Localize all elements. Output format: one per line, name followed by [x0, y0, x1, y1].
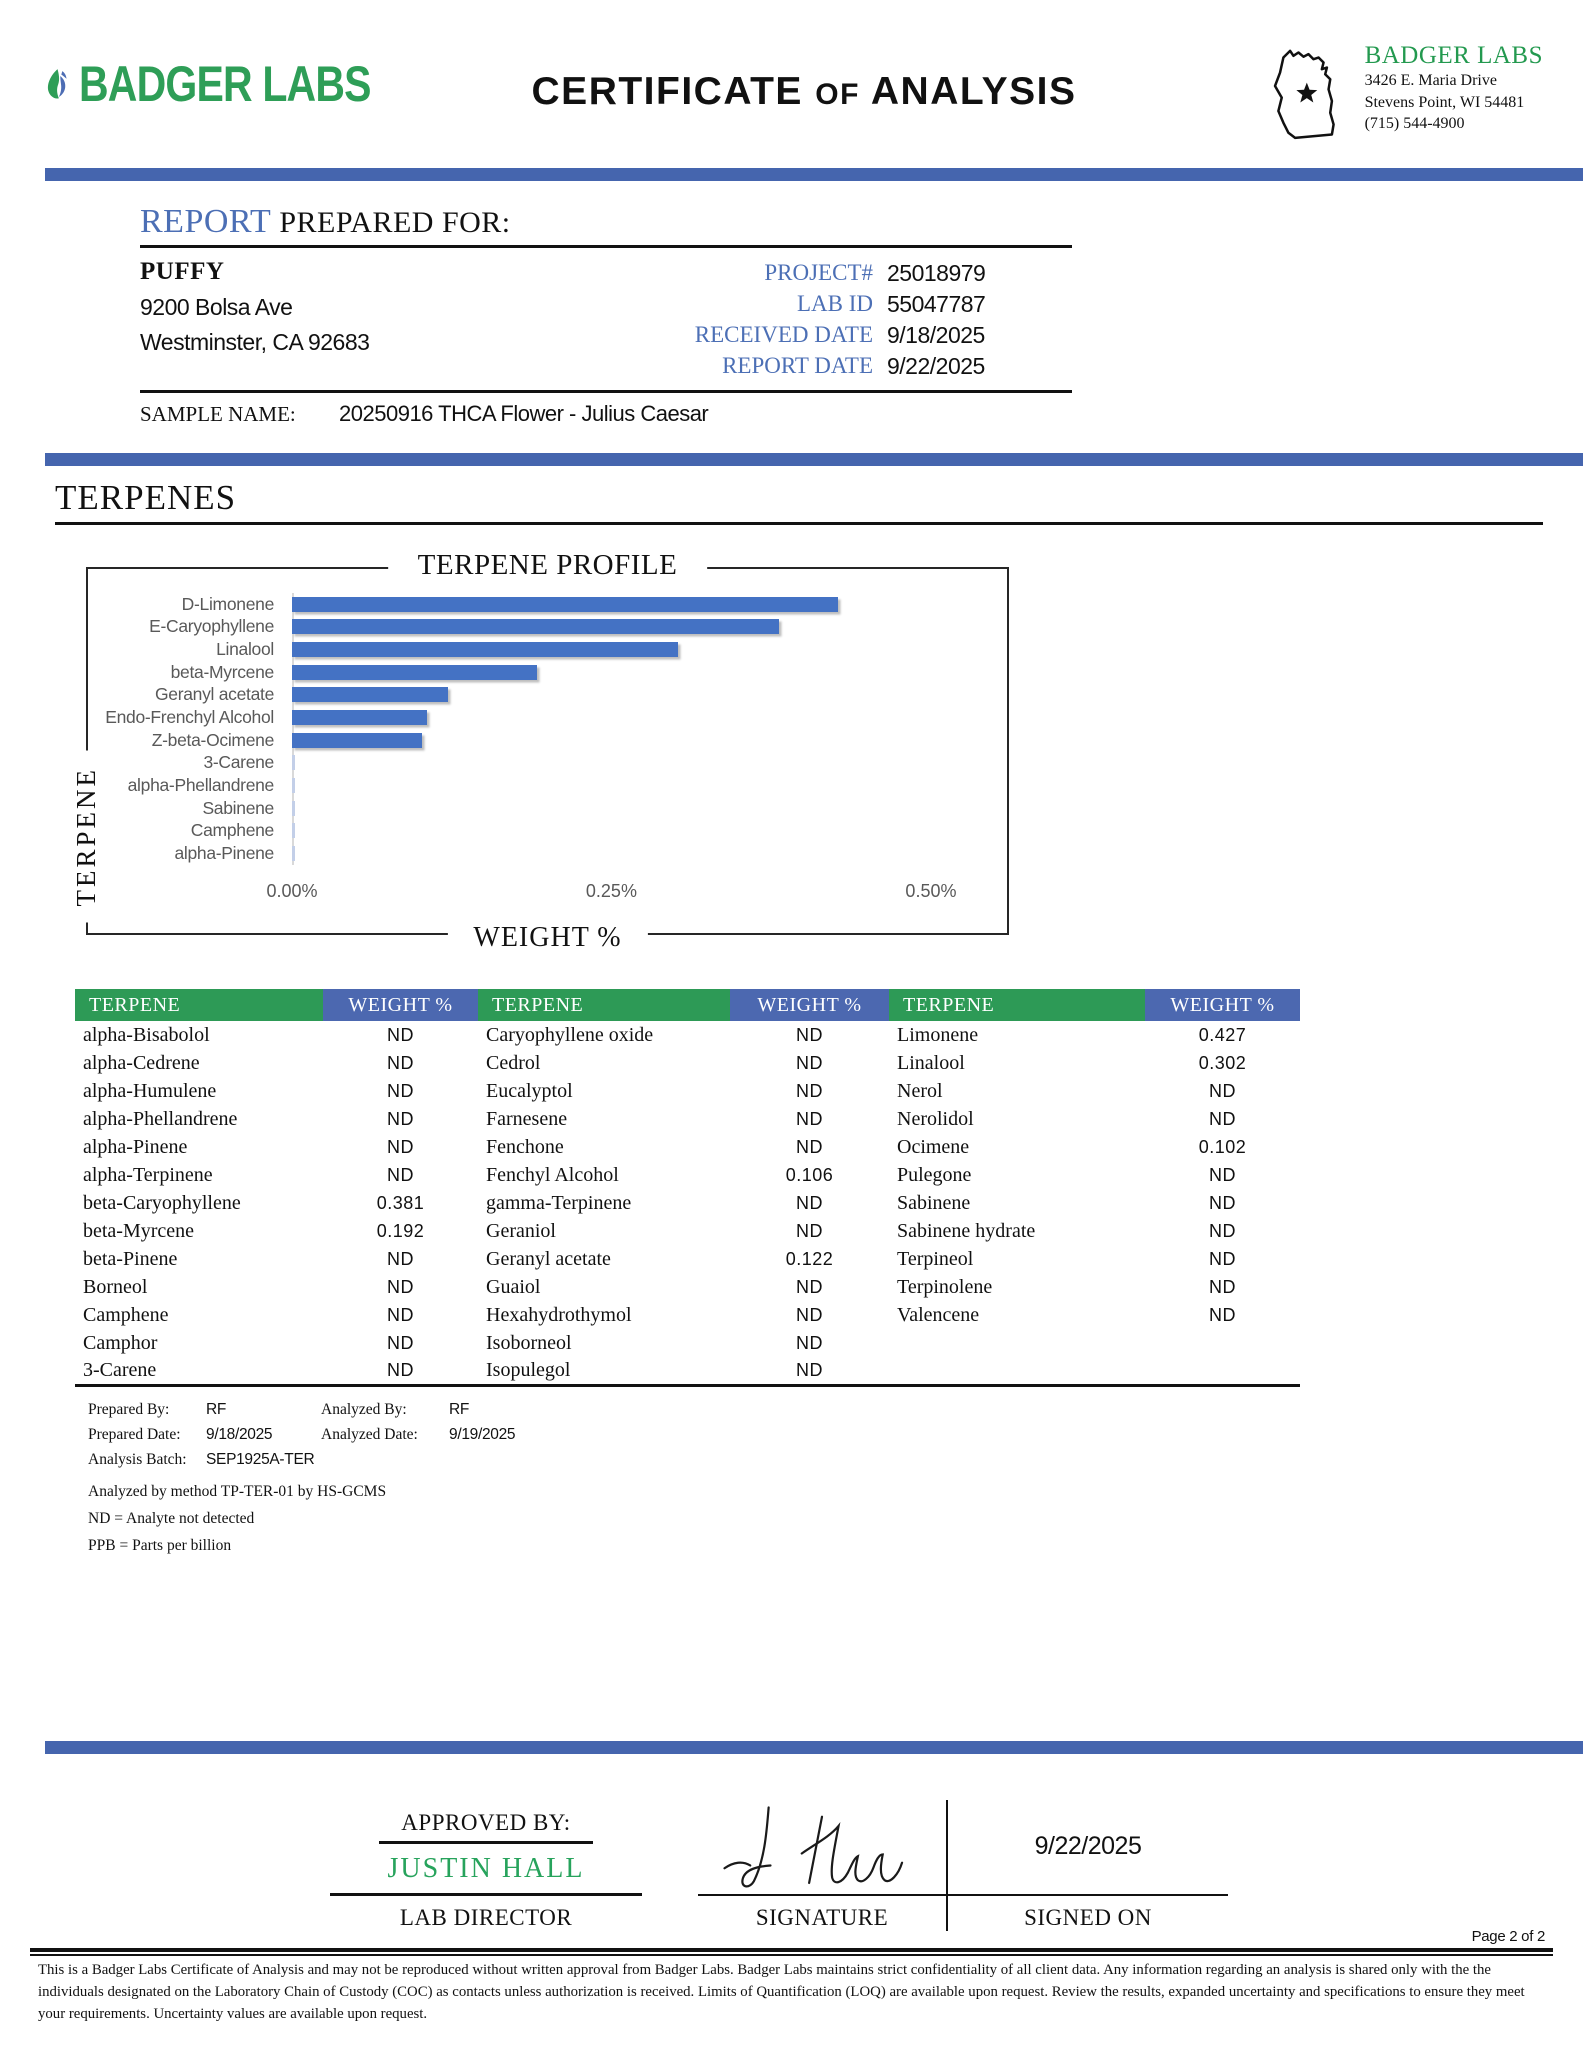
approver-title: LAB DIRECTOR: [399, 1904, 573, 1930]
terpene-name-cell: Geranyl acetate: [486, 1247, 611, 1270]
terpene-weight-cell: 0.106: [785, 1164, 834, 1185]
chart-bar-row: [102, 684, 991, 706]
prepared-date-value: 9/18/2025: [206, 1425, 273, 1443]
chart-bar-row: [102, 593, 991, 615]
lab-address-line1: 3426 E. Maria Drive: [1364, 72, 1497, 89]
signed-on-date: 9/22/2025: [1034, 1832, 1142, 1860]
table-row: [75, 1189, 1300, 1217]
terpene-name-cell: Sabinene: [897, 1191, 971, 1214]
terpene-name-cell: [889, 1357, 1145, 1385]
table-row: [75, 1077, 1300, 1105]
terpene-profile-chart: [71, 549, 1009, 953]
chart-bar: [292, 619, 779, 634]
chart-category-label: 3-Carene: [203, 752, 274, 773]
chart-bar: [292, 733, 422, 748]
chart-category-label: alpha-Phellandrene: [127, 775, 274, 796]
chart-bar-row: [102, 616, 991, 638]
approval-section: [330, 1800, 1583, 1931]
title-part3: ANALYSIS: [870, 70, 1077, 113]
chart-category-label: Z-beta-Ocimene: [151, 729, 274, 750]
terpene-name-cell: Nerol: [897, 1079, 943, 1102]
chart-x-tick-label: 0.50%: [905, 881, 957, 901]
terpene-name-cell: Camphor: [83, 1331, 158, 1354]
analysis-batch-label: Analysis Batch:: [88, 1450, 187, 1468]
lab-address-block: [1173, 42, 1543, 150]
col-header-weight: WEIGHT %: [323, 989, 478, 1021]
chart-bar-track: [292, 801, 991, 816]
chart-bar: [292, 687, 448, 702]
chart-category-label: Camphene: [190, 820, 274, 841]
chart-bar-track: [292, 823, 991, 838]
chart-category-label: E-Caryophyllene: [149, 616, 274, 637]
client-info: [140, 258, 369, 380]
table-row: [75, 1105, 1300, 1133]
terpene-weight-cell: ND: [1209, 1192, 1236, 1213]
col-header-weight: WEIGHT %: [1145, 989, 1300, 1021]
terpene-weight-cell: ND: [387, 1332, 414, 1353]
chart-bar-track: [292, 642, 991, 657]
lab-id-label: LAB ID: [796, 291, 873, 316]
ppb-note: PPB = Parts per billion: [88, 1536, 232, 1554]
report-heading-blue: REPORT: [140, 203, 272, 240]
report-heading: [140, 203, 1072, 248]
chart-category-label: beta-Myrcene: [170, 661, 274, 682]
terpene-weight-cell: 0.192: [376, 1220, 425, 1241]
report-meta: [638, 258, 1072, 380]
chart-bar: [292, 642, 678, 657]
terpene-weight-cell: 0.381: [376, 1192, 425, 1213]
terpene-name-cell: Valencene: [897, 1303, 980, 1326]
terpene-weight-cell: ND: [387, 1276, 414, 1297]
received-date-label: RECEIVED DATE: [694, 322, 873, 347]
terpene-name-cell: gamma-Terpinene: [486, 1191, 632, 1214]
terpene-name-cell: Isoborneol: [486, 1331, 572, 1354]
sample-name-row: [140, 390, 1072, 427]
table-row: [75, 1161, 1300, 1189]
terpene-name-cell: Guaiol: [486, 1275, 541, 1298]
table-row: [75, 1049, 1300, 1077]
table-row: [75, 1357, 1300, 1385]
terpene-name-cell: Linalool: [897, 1051, 965, 1074]
nd-note: ND = Analyte not detected: [88, 1509, 255, 1527]
table-header-row: [75, 989, 1300, 1021]
analyzed-date-value: 9/19/2025: [449, 1425, 516, 1443]
terpene-weight-cell: ND: [1209, 1248, 1236, 1269]
chart-x-tick-label: 0.00%: [266, 881, 318, 901]
terpene-name-cell: Pulegone: [897, 1163, 972, 1186]
terpene-weight-cell: ND: [796, 1080, 823, 1101]
terpene-weight-cell: ND: [796, 1052, 823, 1073]
chart-bar-track: [292, 687, 991, 702]
chart-bar: [292, 755, 295, 770]
terpene-name-cell: Geraniol: [486, 1219, 556, 1242]
terpene-name-cell: Isopulegol: [486, 1358, 571, 1381]
col-header-terpene: TERPENE: [889, 989, 1145, 1021]
terpene-name-cell: alpha-Bisabolol: [83, 1023, 210, 1046]
prepared-by-value: RF: [206, 1400, 227, 1418]
analyzed-by-label: Analyzed By:: [321, 1400, 407, 1418]
chart-bar-row: [102, 797, 991, 819]
lab-phone: (715) 544-4900: [1364, 115, 1465, 133]
chart-bar-row: [102, 843, 991, 865]
chart-category-label: Linalool: [216, 639, 274, 660]
terpene-weight-cell: ND: [387, 1052, 414, 1073]
terpene-name-cell: 3-Carene: [83, 1358, 157, 1381]
chart-category-label: Sabinene: [202, 797, 274, 818]
header: [0, 0, 1583, 150]
terpene-weight-cell: ND: [1209, 1108, 1236, 1129]
table-row: [75, 1217, 1300, 1245]
terpene-name-cell: beta-Pinene: [83, 1247, 178, 1270]
chart-bar-row: [102, 639, 991, 661]
terpene-weight-cell: ND: [387, 1304, 414, 1325]
chart-bar-track: [292, 755, 991, 770]
chart-bar-track: [292, 597, 991, 612]
project-label: PROJECT#: [764, 260, 873, 285]
terpene-name-cell: alpha-Humulene: [83, 1079, 217, 1102]
signature-icon: [707, 1802, 937, 1894]
badger-labs-logo: [45, 42, 435, 126]
chart-bar: [292, 801, 295, 816]
table-row: [75, 1329, 1300, 1357]
terpene-weight-cell: ND: [387, 1164, 414, 1185]
approved-by-label: APPROVED BY:: [379, 1810, 592, 1844]
chart-category-label: D-Limonene: [181, 593, 274, 614]
terpene-weight-cell: ND: [387, 1024, 414, 1045]
received-date-value: 9/18/2025: [887, 322, 985, 348]
sample-name-value: 20250916 THCA Flower - Julius Caesar: [339, 401, 709, 426]
terpene-weight-cell: ND: [1209, 1080, 1236, 1101]
chart-bar: [292, 665, 537, 680]
leaf-logo-icon: [45, 42, 69, 126]
terpene-weight-cell: ND: [387, 1080, 414, 1101]
chart-title: TERPENE PROFILE: [388, 549, 708, 582]
terpene-weight-cell: 0.427: [1198, 1024, 1247, 1045]
report-section: [140, 203, 1072, 427]
analyzed-date-label: Analyzed Date:: [321, 1425, 418, 1443]
terpene-weight-cell: 0.122: [785, 1248, 834, 1269]
terpene-weight-cell: ND: [796, 1220, 823, 1241]
terpene-name-cell: Cedrol: [486, 1051, 541, 1074]
terpene-weight-cell: ND: [796, 1108, 823, 1129]
chart-x-tick-label: 0.25%: [585, 881, 637, 901]
chart-bar-row: [102, 775, 991, 797]
terpene-name-cell: alpha-Terpinene: [83, 1163, 213, 1186]
prepared-date-label: Prepared Date:: [88, 1425, 181, 1443]
chart-x-axis-label: WEIGHT %: [447, 922, 647, 954]
signature-label: SIGNATURE: [755, 1904, 889, 1930]
report-heading-rest: PREPARED FOR:: [279, 206, 511, 239]
chart-bar-track: [292, 619, 991, 634]
terpene-weight-cell: ND: [796, 1276, 823, 1297]
analyzed-by-value: RF: [449, 1400, 470, 1418]
title-part2: OF: [815, 78, 860, 111]
report-date-label: REPORT DATE: [722, 353, 873, 378]
disclaimer-text: This is a Badger Labs Certificate of Analysis and may not be reproduced without written approval from Badger Labs. Badger Labs maintains strict confidentiality of all client data. Any information regarding an analysis is shared only with the the individuals designated on the Laboratory Chain of Custody (COC) as contacts unless authorization is received. Limits of Quantification (LOQ) are available upon request. Review the results, expanded uncertainty and specifications to ensure they meet your requirements. Uncertainty values are available upon request.: [38, 1962, 1525, 2022]
terpene-weight-cell: ND: [387, 1108, 414, 1129]
signed-on-block: [946, 1800, 1228, 1931]
chart-plot-area: [102, 593, 991, 865]
terpene-weight-cell: ND: [796, 1192, 823, 1213]
terpene-name-cell: Camphene: [83, 1303, 169, 1326]
section-title-terpenes: TERPENES: [55, 478, 1543, 525]
lab-address-line2: Stevens Point, WI 54481: [1364, 93, 1525, 111]
client-address-line1: 9200 Bolsa Ave: [140, 294, 293, 320]
signature-block: [698, 1800, 946, 1931]
terpene-weight-cell: ND: [796, 1024, 823, 1045]
chart-bar-row: [102, 752, 991, 774]
chart-bar-track: [292, 778, 991, 793]
terpene-weight-cell: ND: [1209, 1220, 1236, 1241]
chart-bar-row: [102, 820, 991, 842]
chart-bar-track: [292, 665, 991, 680]
chart-y-axis-label: TERPENE: [71, 751, 102, 923]
terpene-weight-cell: [1145, 1357, 1300, 1385]
lab-id-value: 55047787: [887, 291, 986, 317]
terpene-name-cell: Terpineol: [897, 1247, 974, 1270]
chart-bar-track: [292, 710, 991, 725]
terpene-name-cell: Limonene: [897, 1023, 979, 1046]
analysis-batch-value: SEP1925A-TER: [206, 1450, 315, 1468]
table-row: [75, 1021, 1300, 1049]
terpene-name-cell: Ocimene: [897, 1135, 970, 1158]
terpene-weight-cell: ND: [1209, 1304, 1236, 1325]
chart-category-label: Geranyl acetate: [154, 684, 274, 705]
terpene-weight-cell: ND: [387, 1136, 414, 1157]
col-header-terpene: TERPENE: [478, 989, 730, 1021]
terpene-name-cell: beta-Caryophyllene: [83, 1191, 241, 1214]
terpene-weight-cell: 0.302: [1198, 1052, 1247, 1073]
terpene-name-cell: Hexahydrothymol: [486, 1303, 632, 1326]
chart-bar-row: [102, 661, 991, 683]
logo-wordmark: BADGER LABS: [79, 56, 371, 112]
page-footer: [0, 1928, 1583, 2026]
terpene-weight-cell: 0.102: [1198, 1136, 1247, 1157]
client-name: PUFFY: [140, 258, 225, 285]
chart-bar: [292, 778, 295, 793]
terpene-name-cell: Fenchyl Alcohol: [486, 1163, 619, 1186]
terpene-results-table: [75, 989, 1300, 1387]
terpene-name-cell: Nerolidol: [897, 1107, 974, 1130]
signature-area: [698, 1800, 946, 1896]
table-row: [75, 1301, 1300, 1329]
terpene-name-cell: Borneol: [83, 1275, 148, 1298]
approver-name: JUSTIN HALL: [330, 1844, 642, 1896]
chart-bar: [292, 823, 295, 838]
table-row: [75, 1133, 1300, 1161]
title-part1: CERTIFICATE: [531, 70, 803, 113]
terpene-name-cell: Eucalyptol: [486, 1079, 573, 1102]
terpene-weight-cell: ND: [387, 1248, 414, 1269]
project-value: 25018979: [887, 260, 986, 286]
divider-bar: [45, 453, 1583, 466]
terpene-name-cell: Caryophyllene oxide: [486, 1023, 654, 1046]
terpene-weight-cell: ND: [796, 1332, 823, 1353]
chart-bar: [292, 710, 427, 725]
table-row: [75, 1273, 1300, 1301]
chart-category-label: Endo-Frenchyl Alcohol: [105, 707, 274, 728]
chart-bar-track: [292, 846, 991, 861]
terpene-name-cell: beta-Myrcene: [83, 1219, 195, 1242]
divider-bar: [45, 168, 1583, 181]
chart-category-label: alpha-Pinene: [174, 843, 274, 864]
terpene-name-cell: alpha-Phellandrene: [83, 1107, 238, 1130]
terpene-name-cell: alpha-Pinene: [83, 1135, 188, 1158]
prepared-by-label: Prepared By:: [88, 1400, 170, 1418]
report-date-value: 9/22/2025: [887, 353, 985, 379]
sample-name-label: SAMPLE NAME:: [140, 402, 296, 426]
terpene-name-cell: Farnesene: [486, 1107, 568, 1130]
table-row: [75, 1245, 1300, 1273]
footer-divider: [30, 1948, 1553, 1956]
terpene-name-cell: Fenchone: [486, 1135, 564, 1158]
analysis-notes: [88, 1401, 1583, 1555]
wisconsin-map-icon: [1265, 42, 1357, 150]
terpene-weight-cell: ND: [796, 1136, 823, 1157]
terpene-name-cell: [889, 1329, 1145, 1357]
col-header-weight: WEIGHT %: [730, 989, 889, 1021]
terpene-name-cell: Sabinene hydrate: [897, 1219, 1036, 1242]
chart-bar: [292, 597, 838, 612]
terpene-weight-cell: ND: [1209, 1276, 1236, 1297]
method-note: Analyzed by method TP-TER-01 by HS-GCMS: [88, 1482, 387, 1500]
signed-on-label: SIGNED ON: [1024, 1904, 1152, 1930]
chart-bar-row: [102, 707, 991, 729]
page-number: Page 2 of 2: [1471, 1928, 1545, 1945]
terpene-weight-cell: [1145, 1329, 1300, 1357]
lab-name: BADGER LABS: [1364, 42, 1543, 69]
page-title: [435, 42, 1173, 114]
terpene-weight-cell: ND: [1209, 1164, 1236, 1185]
terpene-weight-cell: ND: [796, 1304, 823, 1325]
chart-bar-row: [102, 729, 991, 751]
chart-bar: [292, 846, 295, 861]
client-address-line2: Westminster, CA 92683: [140, 329, 370, 355]
terpene-weight-cell: ND: [387, 1359, 414, 1380]
terpene-name-cell: alpha-Cedrene: [83, 1051, 200, 1074]
approved-by-block: [330, 1810, 642, 1931]
terpene-weight-cell: ND: [796, 1359, 823, 1380]
divider-bar: [45, 1741, 1583, 1754]
terpene-name-cell: Terpinolene: [897, 1275, 993, 1298]
col-header-terpene: TERPENE: [75, 989, 323, 1021]
chart-bar-track: [292, 733, 991, 748]
